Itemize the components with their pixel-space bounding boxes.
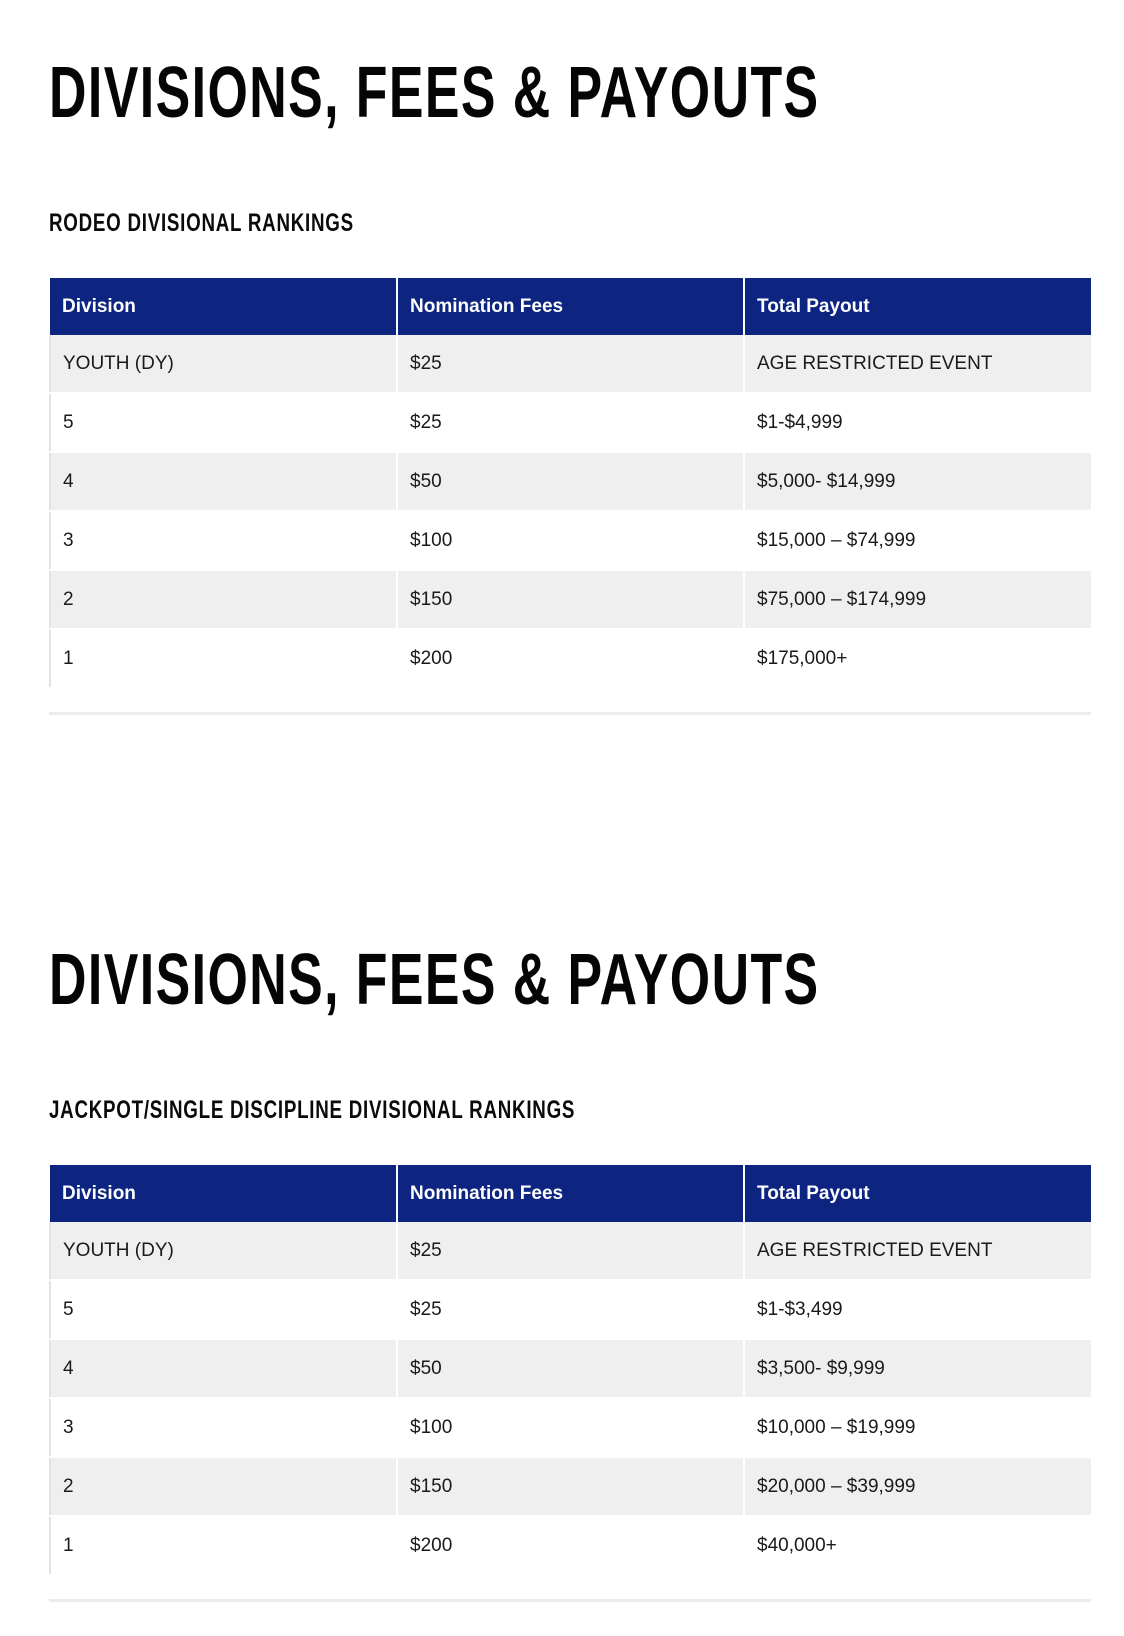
page-title <box>49 53 1091 133</box>
cell-division: 4 <box>50 452 397 511</box>
cell-total-payout: $40,000+ <box>744 1516 1091 1575</box>
section-rodeo-rankings <box>49 53 1091 715</box>
section-subtitle-text: JACKPOT/SINGLE DISCIPLINE DIVISIONAL RANKINGS <box>49 1096 576 1124</box>
jackpot-divisions-table <box>49 1165 1091 1576</box>
cell-total-payout: $75,000 – $174,999 <box>744 570 1091 629</box>
table-header <box>50 1165 1091 1222</box>
section-divider <box>49 1599 1091 1602</box>
page-title-text: DIVISIONS, FEES & PAYOUTS <box>49 940 820 1020</box>
cell-nomination-fee: $25 <box>397 393 744 452</box>
cell-total-payout: $1-$4,999 <box>744 393 1091 452</box>
table-row <box>50 393 1091 452</box>
column-header-division: Division <box>50 1165 397 1222</box>
cell-nomination-fee: $25 <box>397 1280 744 1339</box>
table-row <box>50 1280 1091 1339</box>
cell-nomination-fee: $100 <box>397 1398 744 1457</box>
cell-division: 5 <box>50 393 397 452</box>
section-jackpot-rankings <box>49 940 1091 1602</box>
cell-nomination-fee: $25 <box>397 1222 744 1280</box>
page-title-text: DIVISIONS, FEES & PAYOUTS <box>49 53 820 133</box>
cell-nomination-fee: $50 <box>397 452 744 511</box>
table-row <box>50 335 1091 393</box>
section-subtitle-text: RODEO DIVISIONAL RANKINGS <box>49 209 354 237</box>
cell-nomination-fee: $25 <box>397 335 744 393</box>
column-header-division: Division <box>50 278 397 335</box>
cell-division: 1 <box>50 629 397 688</box>
cell-nomination-fee: $150 <box>397 570 744 629</box>
table-row <box>50 1222 1091 1280</box>
cell-total-payout: $20,000 – $39,999 <box>744 1457 1091 1516</box>
cell-nomination-fee: $100 <box>397 511 744 570</box>
cell-total-payout: $3,500- $9,999 <box>744 1339 1091 1398</box>
cell-total-payout: AGE RESTRICTED EVENT <box>744 1222 1091 1280</box>
cell-total-payout: $5,000- $14,999 <box>744 452 1091 511</box>
cell-division: 3 <box>50 511 397 570</box>
table-header-row <box>50 278 1091 335</box>
page-title <box>49 940 1091 1020</box>
cell-total-payout: $1-$3,499 <box>744 1280 1091 1339</box>
cell-nomination-fee: $150 <box>397 1457 744 1516</box>
table-row <box>50 1457 1091 1516</box>
cell-division: YOUTH (DY) <box>50 335 397 393</box>
table-row <box>50 452 1091 511</box>
table-row <box>50 1398 1091 1457</box>
cell-total-payout: $175,000+ <box>744 629 1091 688</box>
column-header-total-payout: Total Payout <box>744 1165 1091 1222</box>
cell-division: 5 <box>50 1280 397 1339</box>
page-content <box>0 53 1124 1632</box>
cell-total-payout: AGE RESTRICTED EVENT <box>744 335 1091 393</box>
table-body <box>50 335 1091 688</box>
table-row <box>50 570 1091 629</box>
table-row <box>50 1339 1091 1398</box>
cell-division: YOUTH (DY) <box>50 1222 397 1280</box>
cell-total-payout: $15,000 – $74,999 <box>744 511 1091 570</box>
section-divider <box>49 712 1091 715</box>
table-row <box>50 629 1091 688</box>
cell-division: 2 <box>50 570 397 629</box>
table-row <box>50 1516 1091 1575</box>
cell-division: 3 <box>50 1398 397 1457</box>
cell-nomination-fee: $200 <box>397 1516 744 1575</box>
cell-nomination-fee: $200 <box>397 629 744 688</box>
table-header-row <box>50 1165 1091 1222</box>
section-subtitle <box>49 1095 1091 1125</box>
table-body <box>50 1222 1091 1575</box>
cell-division: 1 <box>50 1516 397 1575</box>
cell-nomination-fee: $50 <box>397 1339 744 1398</box>
table-row <box>50 511 1091 570</box>
section-subtitle <box>49 208 1091 238</box>
column-header-nomination-fees: Nomination Fees <box>397 278 744 335</box>
cell-total-payout: $10,000 – $19,999 <box>744 1398 1091 1457</box>
column-header-total-payout: Total Payout <box>744 278 1091 335</box>
cell-division: 2 <box>50 1457 397 1516</box>
cell-division: 4 <box>50 1339 397 1398</box>
rodeo-divisions-table <box>49 278 1091 689</box>
column-header-nomination-fees: Nomination Fees <box>397 1165 744 1222</box>
table-header <box>50 278 1091 335</box>
